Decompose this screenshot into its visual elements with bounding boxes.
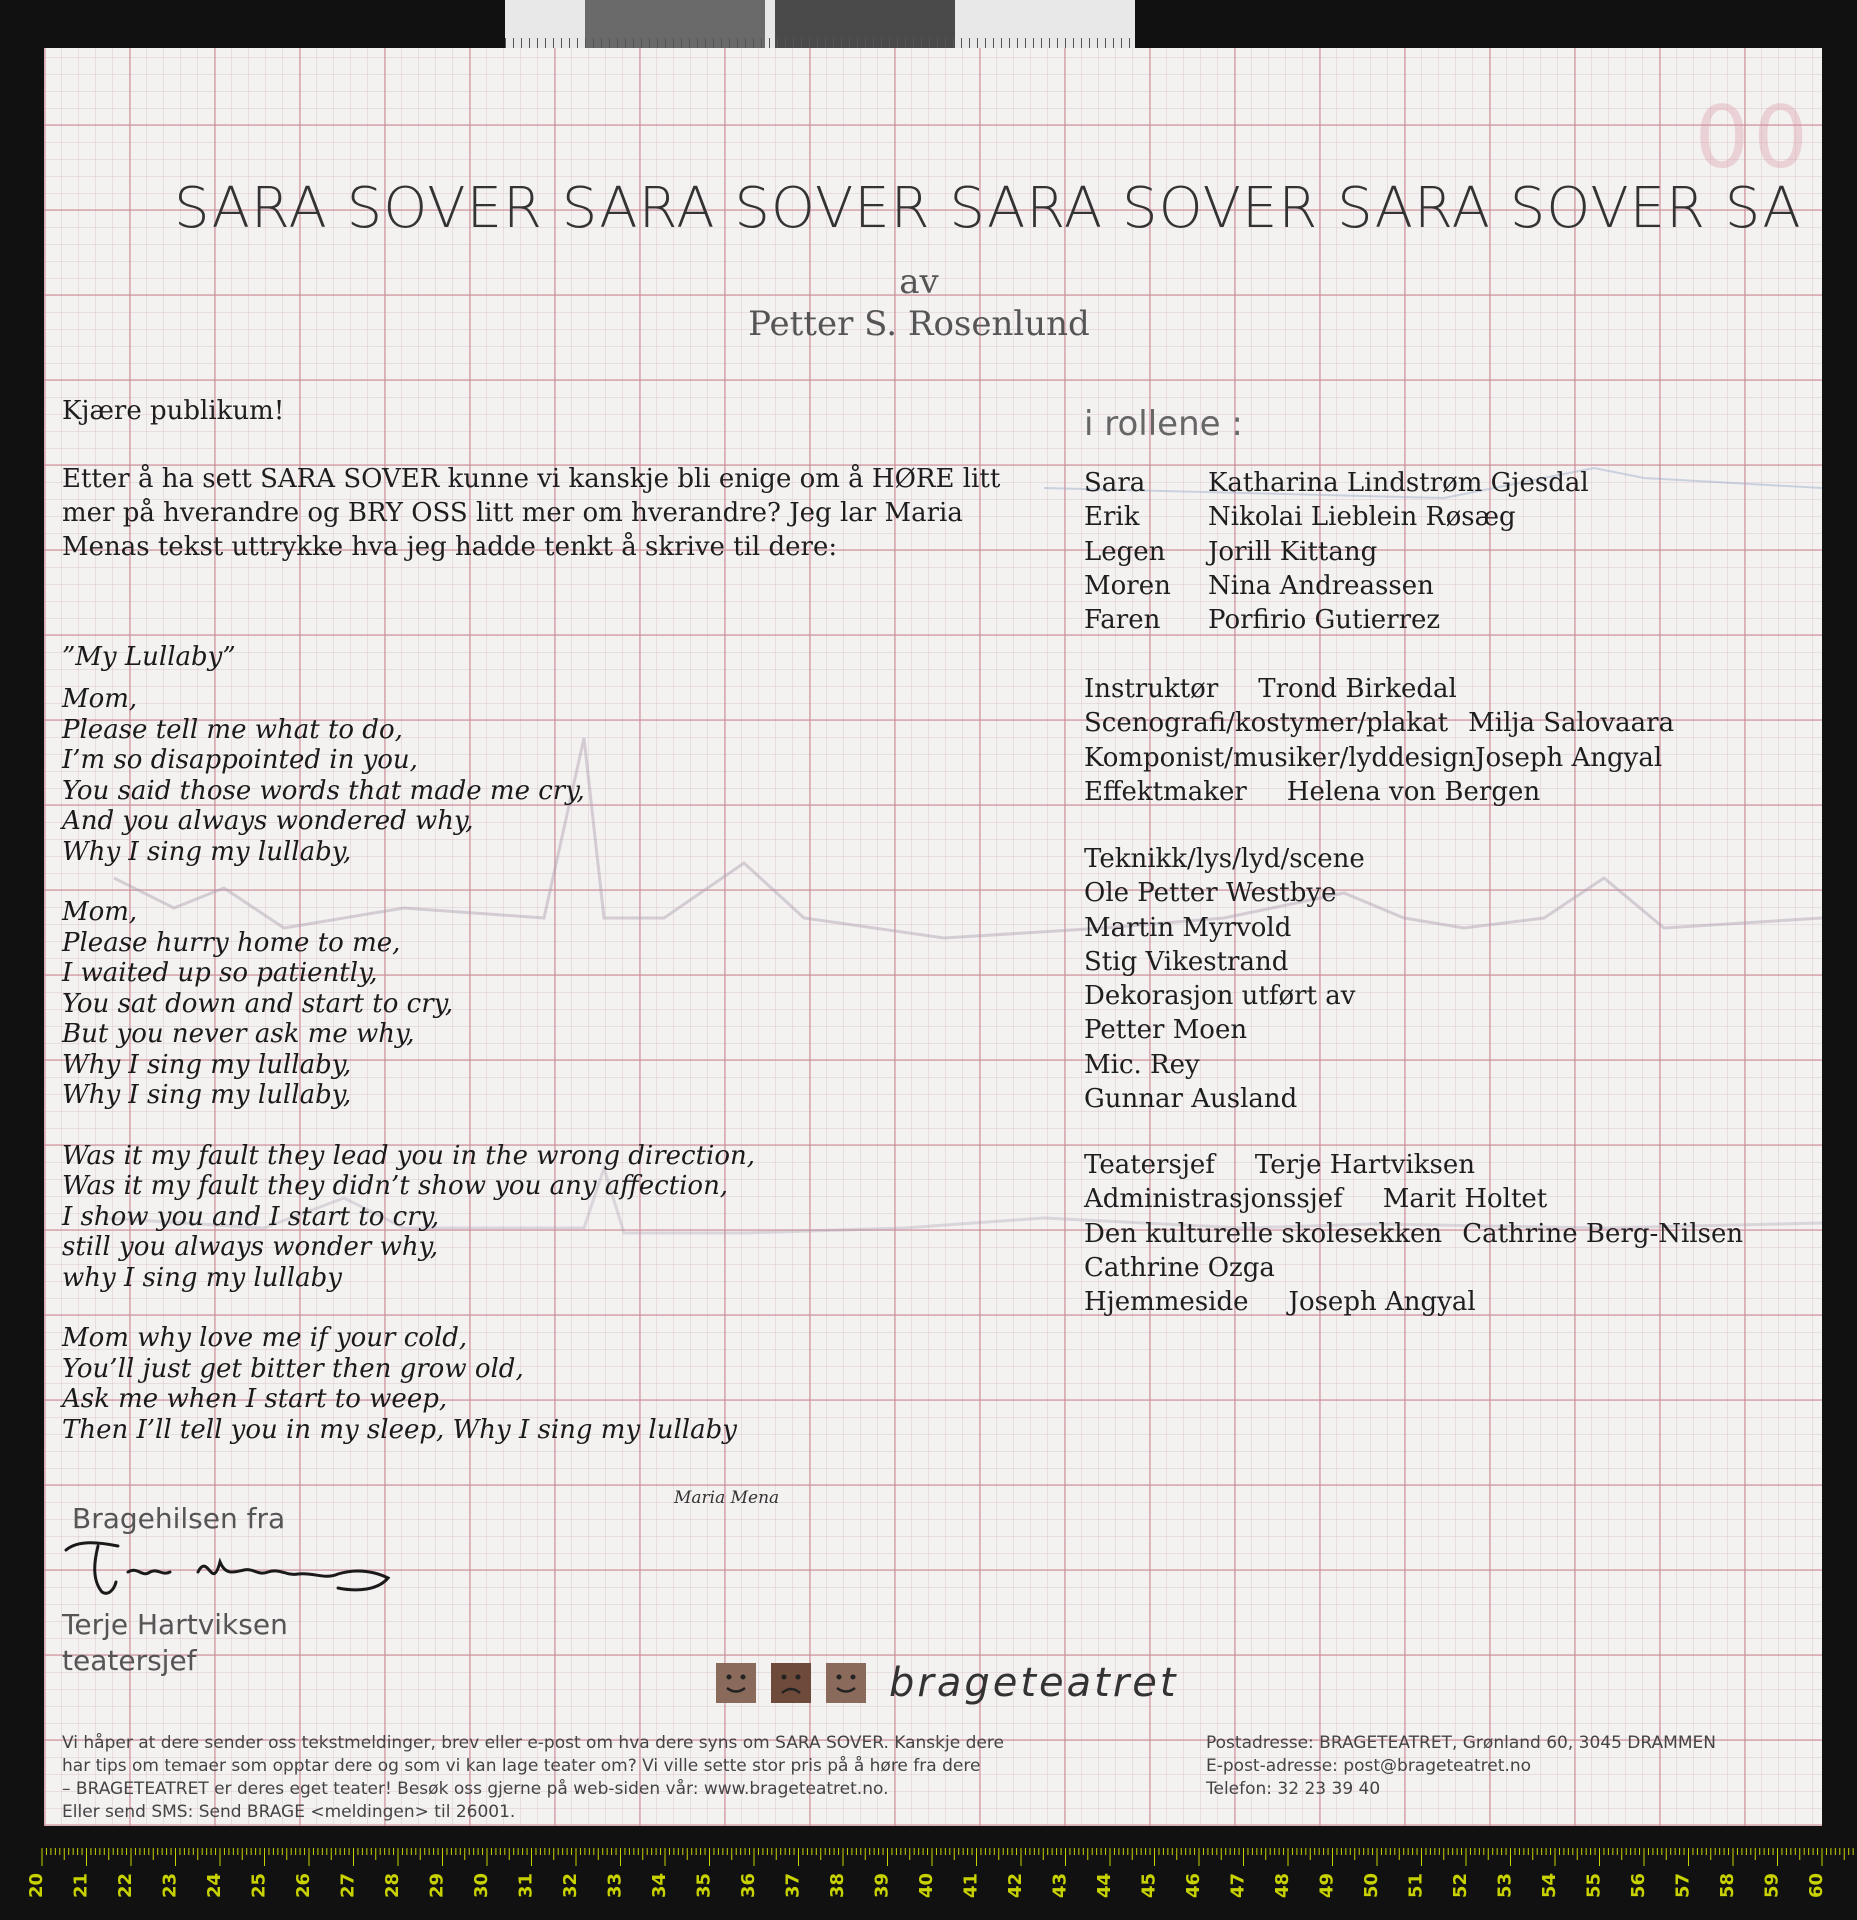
lyric-line: Mom why love me if your cold,: [62, 1323, 468, 1353]
crew-label: Cathrine Ozga: [1084, 1252, 1275, 1283]
crew-line: Teknikk/lys/lyd/scene: [1084, 844, 1365, 874]
scale-number: 47: [1227, 1872, 1249, 1898]
lyric-line: I show you and I start to cry,: [62, 1201, 440, 1232]
brand-name: brageteatret: [889, 1660, 1179, 1706]
crew-line: Gunnar Ausland: [1084, 1084, 1298, 1115]
lyric-line: Was it my fault they lead you in the wrong direction,: [62, 1140, 756, 1171]
lyric-line: why I sing my lullaby: [62, 1262, 342, 1293]
crew-row: [1084, 1148, 1743, 1182]
crew-value: Joseph Angyal: [1288, 1287, 1476, 1318]
scale-number: 31: [515, 1872, 537, 1898]
cast-row: [1084, 569, 1589, 603]
crew-line: Mic. Rey: [1084, 1049, 1200, 1080]
scale-number: 54: [1539, 1872, 1560, 1898]
scale-number: 52: [1450, 1872, 1471, 1898]
crew-line: Martin Myrvold: [1084, 912, 1292, 943]
lyric-line: Please hurry home to me,: [62, 927, 401, 958]
crew-row: [1084, 1217, 1743, 1251]
cast-row: [1084, 500, 1589, 534]
lyric-line: Was it my fault they didn’t show you any affection,: [62, 1171, 729, 1201]
scale-number: 55: [1583, 1872, 1605, 1898]
lyric-line: Please tell me what to do,: [62, 714, 403, 745]
cast-role: Legen: [1084, 536, 1166, 567]
lyric-line: You sat down and start to cry,: [62, 988, 454, 1019]
smiling-face-icon: [826, 1663, 866, 1703]
lyric-line: Mom,: [62, 684, 138, 714]
handwritten-signature: [58, 1532, 398, 1612]
crew-technical: [1084, 842, 1365, 1116]
scale-number: 23: [159, 1872, 181, 1898]
lyric-line: You’ll just get bitter then grow old,: [62, 1353, 524, 1384]
cast-role: Sara: [1084, 468, 1146, 498]
scale-number: 48: [1272, 1872, 1293, 1898]
crew-row: [1084, 741, 1674, 775]
crew-label: Teatersjef: [1084, 1150, 1215, 1180]
crew-label: Effektmaker: [1084, 776, 1247, 807]
scale-number: 24: [204, 1872, 225, 1898]
frowning-face-icon: [771, 1663, 811, 1703]
cast-role: Moren: [1084, 570, 1171, 601]
footer-line: har tips om temaer som opptar dere og som vi kan lage teater om? Vi ville sette stor pris på å høre fra dere: [62, 1756, 981, 1776]
cast-actor: Porfirio Gutierrez: [1208, 605, 1441, 636]
scale-number: 51: [1405, 1872, 1427, 1898]
lyric-line: still you always wonder why,: [62, 1232, 439, 1262]
scale-number: 20: [26, 1872, 47, 1898]
lyric-line: Mom,: [62, 897, 138, 927]
scale-number: 44: [1094, 1872, 1115, 1898]
footer-line: E-post-adresse: post@brageteatret.no: [1206, 1756, 1532, 1776]
scale-number: 28: [382, 1872, 403, 1898]
roles-heading: i rollene :: [1084, 404, 1243, 444]
crew-value: Trond Birkedal: [1258, 674, 1457, 704]
crew-line: Petter Moen: [1084, 1015, 1248, 1046]
crew-value: Cathrine Berg-Nilsen: [1462, 1218, 1744, 1249]
cast-actor: Nikolai Lieblein Røsæg: [1208, 502, 1516, 533]
lyric-line: I waited up so patiently,: [62, 958, 378, 988]
lyric-line: Why I sing my lullaby,: [62, 1080, 352, 1110]
scale-number: 30: [471, 1872, 492, 1898]
crew-label: Scenografi/kostymer/plakat: [1084, 708, 1449, 739]
scale-number: 22: [115, 1872, 136, 1898]
lyric-stanza: [62, 1323, 922, 1445]
crew-administration: [1084, 1148, 1743, 1319]
scale-number: 33: [604, 1872, 626, 1898]
cast-actor: Katharina Lindstrøm Gjesdal: [1208, 468, 1589, 498]
crew-value: Marit Holtet: [1382, 1184, 1548, 1215]
lyric-stanza: [62, 897, 922, 1111]
lyric-stanza: [62, 684, 922, 867]
crew-production: [1084, 672, 1674, 809]
scan-calibration-strip: [505, 0, 1135, 48]
scale-number: 27: [337, 1872, 359, 1898]
crew-label: Instruktør: [1084, 674, 1219, 704]
crew-row: [1084, 672, 1674, 706]
scale-number: 45: [1138, 1872, 1160, 1898]
crew-label: Den kulturelle skolesekken: [1084, 1218, 1443, 1249]
cast-actor: Jorill Kittang: [1208, 536, 1378, 567]
calibration-ticks: [505, 38, 1135, 48]
crew-row: [1084, 1182, 1743, 1216]
lyric-stanza: [62, 1141, 922, 1294]
crew-value: Terje Hartviksen: [1254, 1150, 1476, 1180]
cast-actor: Nina Andreassen: [1208, 570, 1434, 601]
scale-number: 32: [560, 1872, 581, 1898]
letter-salutation: Kjære publikum!: [62, 396, 285, 426]
crew-row: [1084, 1251, 1743, 1285]
closing-greeting: Bragehilsen fra: [72, 1502, 286, 1535]
crew-line: Ole Petter Westbye: [1084, 878, 1337, 909]
song-lyrics: [62, 684, 922, 1475]
byline-av: av: [899, 262, 939, 302]
lyric-line: Why I sing my lullaby,: [62, 1049, 352, 1080]
scale-number: 29: [426, 1872, 448, 1898]
scale-number: 38: [827, 1872, 848, 1898]
crew-row: [1084, 1285, 1743, 1319]
program-sheet: [44, 48, 1822, 1826]
scale-number: 59: [1761, 1872, 1783, 1898]
lyric-line: And you always wondered why,: [62, 806, 474, 836]
lyric-line: You said those words that made me cry,: [62, 775, 585, 806]
scale-number: 41: [960, 1872, 982, 1898]
closing-title: teatersjef: [62, 1644, 197, 1677]
lyric-line: Ask me when I start to weep,: [62, 1384, 448, 1414]
scale-number: 35: [693, 1872, 715, 1898]
footer-line: Telefon: 32 23 39 40: [1206, 1779, 1381, 1799]
scale-number: 40: [916, 1872, 937, 1898]
song-credit: Maria Mena: [674, 1488, 780, 1508]
scale-number: 49: [1316, 1872, 1338, 1898]
footer-line: – BRAGETEATRET er deres eget teater! Besøk oss gjerne på web-siden vår: www.brageteatret.no.: [62, 1779, 889, 1799]
crew-label: Administrasjonssjef: [1084, 1184, 1343, 1215]
cast-row: [1084, 603, 1589, 637]
byline-author: Petter S. Rosenlund: [748, 304, 1090, 344]
footer-message: [62, 1732, 1062, 1824]
smiling-face-icon: [716, 1663, 756, 1703]
letter-text: [62, 394, 1052, 598]
theatre-logo: [716, 1660, 1179, 1706]
lyric-line: I’m so disappointed in you,: [62, 745, 418, 775]
scale-number: 39: [871, 1872, 893, 1898]
lyric-line: But you never ask me why,: [62, 1019, 415, 1049]
scale-number: 21: [70, 1872, 92, 1898]
crew-value: Joseph Angyal: [1475, 742, 1663, 773]
title-banner: SARA SOVER SARA SOVER SARA SOVER SARA SOVER SA: [174, 176, 1802, 241]
scale-number: 53: [1494, 1872, 1516, 1898]
footer-line: Vi håper at dere sender oss tekstmeldinger, brev eller e-post om hva dere syns om SARA SOVER. Kanskje dere: [62, 1733, 1004, 1753]
crew-value: Milja Salovaara: [1468, 708, 1675, 739]
footer-contact: [1206, 1732, 1806, 1801]
cast-row: [1084, 535, 1589, 569]
crew-line: Stig Vikestrand: [1084, 946, 1289, 977]
footer-line: Eller send SMS: Send BRAGE <meldingen> til 26001.: [62, 1802, 516, 1822]
measurement-scale: [0, 1848, 1857, 1920]
letter-paragraph: Etter å ha sett SARA SOVER kunne vi kanskje bli enige om å HØRE litt mer på hverandre og BRY OSS litt mer om hverandre? Jeg lar Maria Menas tekst uttrykke hva jeg hadde tenkt å skrive til dere:: [62, 464, 1001, 562]
closing-name: Terje Hartviksen: [62, 1608, 288, 1641]
scale-number: 60: [1806, 1872, 1827, 1898]
crew-row: [1084, 706, 1674, 740]
scale-number: 25: [248, 1872, 270, 1898]
crew-line: Dekorasjon utført av: [1084, 981, 1356, 1012]
cast-list: [1084, 466, 1589, 637]
lyric-line: Why I sing my lullaby,: [62, 836, 352, 867]
scale-number: 42: [1005, 1872, 1026, 1898]
footer-line: Postadresse: BRAGETEATRET, Grønland 60, 3045 DRAMMEN: [1206, 1733, 1716, 1753]
scale-number: 57: [1672, 1872, 1694, 1898]
song-title: ”My Lullaby”: [62, 642, 236, 672]
scale-number: 37: [782, 1872, 804, 1898]
scale-number: 58: [1717, 1872, 1738, 1898]
crew-label: Komponist/musiker/lyddesign: [1084, 742, 1476, 773]
lyric-line: Then I’ll tell you in my sleep, Why I sing my lullaby: [62, 1414, 737, 1445]
scale-number: 46: [1183, 1872, 1204, 1898]
crew-row: [1084, 775, 1674, 809]
cast-role: Erik: [1084, 502, 1140, 533]
ghost-watermark: 00: [1694, 88, 1812, 188]
scale-number: 43: [1049, 1872, 1071, 1898]
scale-number: 34: [649, 1872, 670, 1898]
cast-role: Faren: [1084, 605, 1161, 636]
crew-label: Hjemmeside: [1084, 1287, 1249, 1318]
scale-number: 50: [1361, 1872, 1382, 1898]
cast-row: [1084, 466, 1589, 500]
crew-value: Helena von Bergen: [1286, 776, 1541, 807]
scale-number: 36: [738, 1872, 759, 1898]
scale-number: 26: [293, 1872, 314, 1898]
scale-number: 56: [1628, 1872, 1649, 1898]
